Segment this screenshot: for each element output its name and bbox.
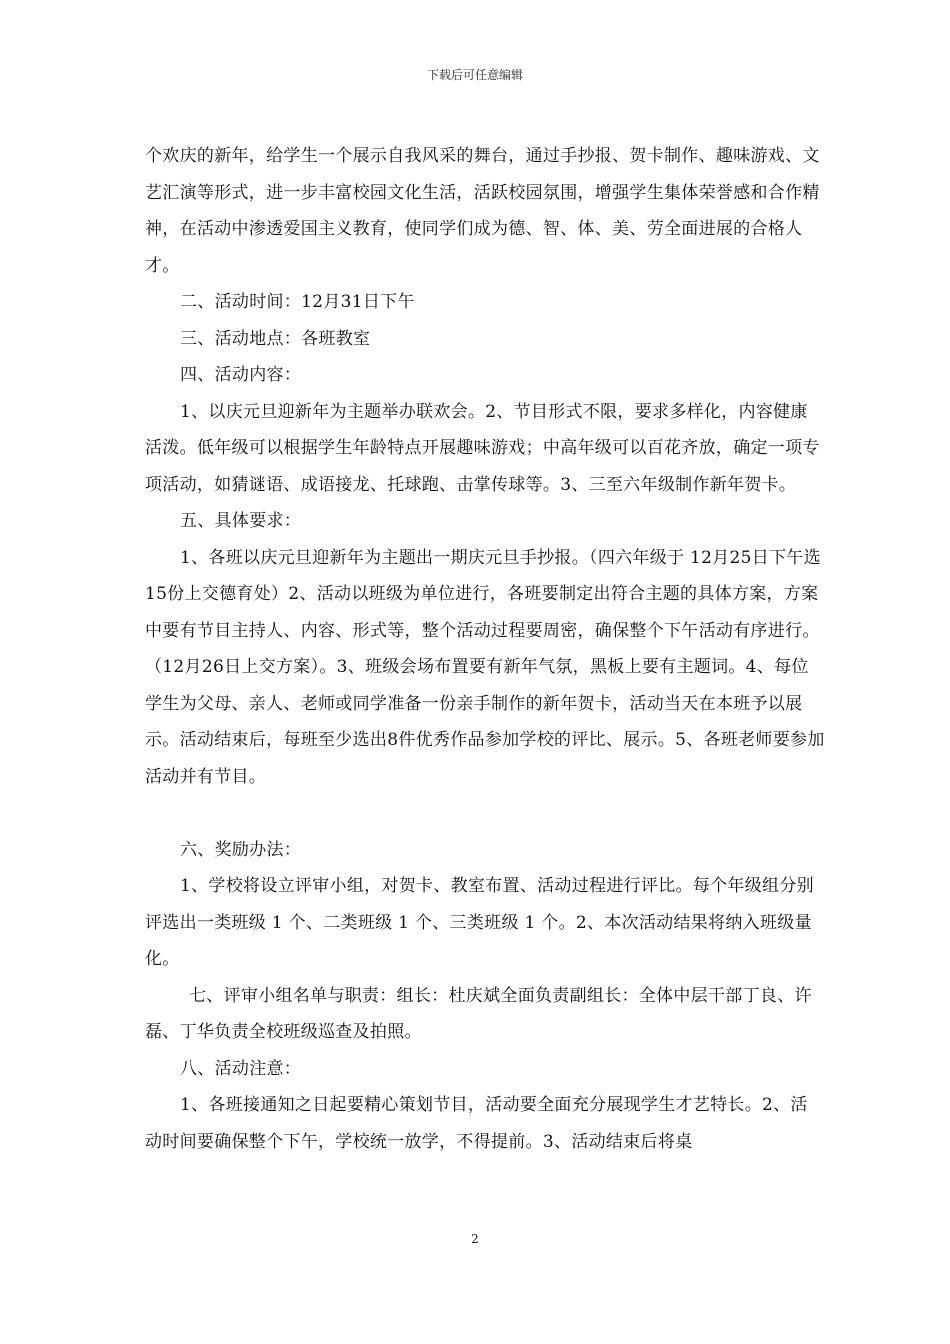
page-number: 2: [471, 1232, 479, 1246]
paragraph-content: 1、以庆元旦迎新年为主题举办联欢会。2、节目形式不限，要求多样化，内容健康活泼。低年级可以根据学生年龄特点开展趣味游戏；中高年级可以百花齐放，确定一项专项活动，如猜谜语、成语接龙、托球跑、击掌传球等。3、三至六年级制作新年贺卡。: [145, 401, 820, 495]
section-heading-content: 四、活动内容：: [180, 365, 302, 385]
section-heading-time: 二、活动时间：12月31日下午: [180, 292, 415, 312]
section-heading-requirements: 五、具体要求：: [180, 511, 302, 531]
blank-line: [145, 795, 825, 832]
section-heading-notes: 八、活动注意：: [180, 1058, 302, 1079]
paragraph-rewards: 1、学校将设立评审小组，对贺卡、教室布置、活动过程进行评比。每个年级组分别评选出一类班级 1 个、二类班级 1 个、三类班级 1 个。2、本次活动结果将纳入班级量化。: [145, 876, 814, 969]
section-heading-rewards: 六、奖励办法：: [180, 839, 302, 860]
paragraph-review-team: 七、评审小组名单与职责：组长：杜庆斌全面负责副组长：全体中层干部丁良、许磊、丁华负责全校班级巡查及拍照。: [145, 985, 812, 1042]
paragraph-purpose-continued: 个欢庆的新年，给学生一个展示自我风采的舞台，通过手抄报、贺卡制作、趣味游戏、文艺汇演等形式，进一步丰富校园文化生活，活跃校园氛围，增强学生集体荣誉感和合作精神，在活动中渗透爱国主义教育，使同学们成为德、智、体、美、劳全面进展的合格人才。: [145, 146, 820, 276]
section-heading-location: 三、活动地点：各班教室: [180, 328, 371, 349]
page-header: 下载后可任意编辑: [426, 68, 523, 82]
paragraph-notes: 1、各班接通知之日起要精心策划节目，活动要全面充分展现学生才艺特长。2、活动时间要确保整个下午，学校统一放学，不得提前。3、活动结束后将桌: [145, 1095, 808, 1152]
paragraph-requirements: 1、各班以庆元旦迎新年为主题出一期庆元旦手抄报。（四六年级于 12月25日下午选15份上交德育处）2、活动以班级为单位进行，各班要制定出符合主题的具体方案，方案中要有节目主持人、内容、形式等，整个活动过程要周密，确保整个下午活动有序进行。（12月26日上交方案）。3、班级会场布置要有新年气氛，黑板上要有主题词。4、每位学生为父母、亲人、老师或同学准备一份亲手制作的新年贺卡，活动当天在本班予以展示。活动结束后，每班至少选出8件优秀作品参加学校的评比、展示。5、各班老师要参加活动并有节目。: [145, 547, 825, 787]
document-body: [145, 138, 825, 1160]
